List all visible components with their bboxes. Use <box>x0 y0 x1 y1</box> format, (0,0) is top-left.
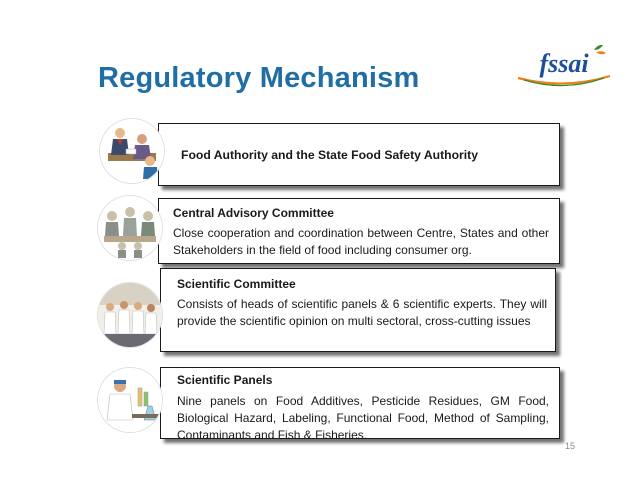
scientific-panels-text: Nine panels on Food Additives, Pesticide Residues, GM Food, Biological Hazard, Labeling, Functional Food, Method of Sampling, Contaminants and Fish & Fisheries. <box>177 394 549 442</box>
central-advisory-committee-heading: Central Advisory Committee <box>173 206 334 220</box>
slide-title: Regulatory Mechanism <box>98 62 420 94</box>
food-authority-heading: Food Authority and the State Food Safety Authority <box>181 148 479 162</box>
logo-text: fssai <box>539 49 589 78</box>
laboratory-icon <box>98 368 162 432</box>
page-number: 15 <box>565 441 576 451</box>
scientific-committee-heading: Scientific Committee <box>177 277 296 291</box>
central-advisory-committee-box <box>158 198 560 264</box>
scientific-panels-heading: Scientific Panels <box>177 373 273 387</box>
central-advisory-committee-text: Close cooperation and coordination between Centre, States and other Stakeholders in the field of food including consumer org. <box>173 226 549 257</box>
food-authority-box <box>158 123 560 186</box>
committee-group-icon <box>98 196 162 260</box>
scientific-panels-box <box>160 367 560 442</box>
fssai-logo <box>514 40 614 90</box>
scientific-committee-box <box>160 268 556 352</box>
business-meeting-icon <box>100 119 164 183</box>
scientific-committee-text: Consists of heads of scientific panels & 6 scientific experts. They will provide the scientific opinion on multi sectoral, cross-cutting issues <box>177 297 547 328</box>
scientists-group-icon <box>98 283 162 347</box>
